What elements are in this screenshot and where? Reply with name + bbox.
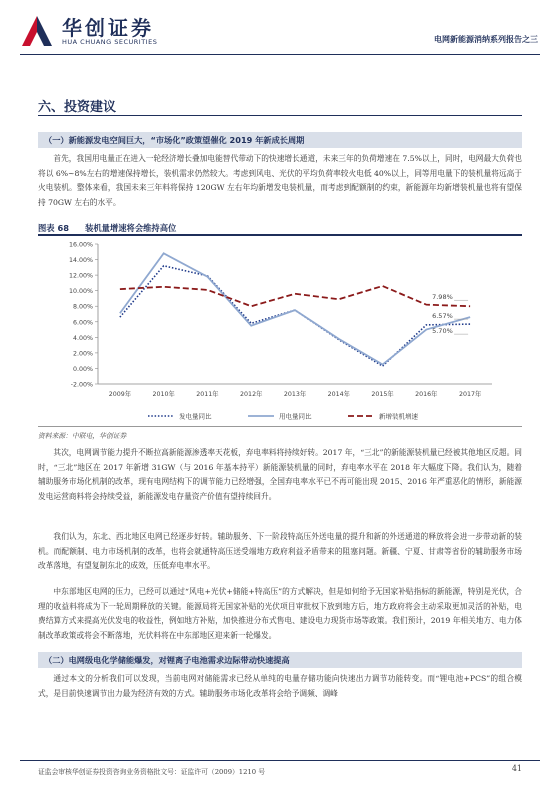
y-tick-label: 6.00% (72, 319, 93, 327)
series-title: 电网新能源消纳系列报告之三 (434, 35, 538, 44)
series-line-3 (120, 286, 470, 306)
legend-label: 发电量同比 (179, 412, 212, 421)
data-point (425, 329, 427, 331)
section-divider (38, 115, 522, 116)
data-label: 5.70% (432, 327, 453, 336)
paragraph-3: 我们认为，东北、西北地区电网已经逐步好转。辅助服务、下一阶段特高压外送电量的提升和新的外送通道的释放将会进一步带动新的装机。而配额制、电力市场机制的改革，也将会就通特高压送受端地方政府利益矛盾带来的阻塞问题。新疆、宁夏、甘肃等省份的辅助服务市场改革落地，有望复制东北的成效，压低弃电率水平。 (38, 532, 522, 570)
data-point (425, 324, 427, 326)
data-point (338, 338, 340, 340)
y-tick-label: -2.00% (70, 381, 93, 389)
figure-label: 图表 68 (38, 223, 70, 233)
y-tick-label: 4.00% (72, 334, 93, 342)
brand-name-cn: 华创证券 (62, 16, 154, 40)
x-tick-label: 2016年 (415, 391, 438, 398)
paragraph-2: 其次，电网调节能力提升不断拉高新能源渗透率天花板，弃电率料将持续好转。2017 年，“三北”的新能源装机量已经被其他地区反超。同时，“三北”地区在 2017 年新增 31GW（与 2016 年基本持平）新能源装机量的同时，弃电率水平在 2018 年大幅度下降。我们认为，随着辅助服务市场化机制的改革，现有电网结构下的调节能力已经增强，全国弃电率水平已不再可能出现 2015、2016 年严重恶化的情形，新能源发电运营商料将会持续受益，新能源发电存量资产价值有望持续回升。 (38, 448, 522, 501)
data-point (163, 265, 165, 267)
data-point (382, 285, 384, 287)
legend-label: 新增装机增速 (379, 412, 418, 421)
page-header (0, 0, 560, 62)
y-tick-label: 12.00% (68, 272, 93, 280)
y-tick-label: 14.00% (68, 257, 93, 265)
data-point (250, 325, 252, 327)
data-point (294, 293, 296, 295)
line-chart (38, 234, 522, 426)
data-point (382, 364, 384, 366)
series-line-1 (120, 266, 470, 366)
paragraph-4: 中东部地区电网的压力，已经可以通过“风电+光伏+储能+特高压”的方式解决，但是如何给予无国家补贴指标的新能源，特别是光伏，合理的收益料将成为下一轮周期释放的关键。能源局将无国家补贴的光伏项目审批权下放到地方后，地方政府将会主动采取更加灵活的补贴，电费结算方式来提高光伏发电的收益性，例如地方补贴，加快推进分布式售电、建设电力现货市场等政策。我们预计，2019 年相关地方、电力体制改革政策或将会不断落地，光伏料将在中东部地区迎来新一轮爆发。 (38, 587, 522, 640)
figure-caption: 装机量增速将会维持高位 (85, 223, 177, 233)
data-point (163, 252, 165, 254)
paragraph-1: 首先，我国用电量正在进入一轮经济增长叠加电能替代带动下的快速增长通道，未来三年的负荷增速在 7.5%以上，同时，电网最大负荷也将以 6%~8%左右的增速保持增长，装机需求仍然较大。考虑到风电、光伏的平均负荷率较火电低 40%以上，同等用电量下的装机量将远高于火电装机。整体来看，我国未来三年料将保持 120GW 左右年均新增发电装机量，而考虑到配额制的约束，新能源年均新增装机量也将有望保持 70GW 左右的水平。 (38, 154, 522, 207)
x-tick-label: 2010年 (152, 391, 175, 398)
x-tick-label: 2014年 (327, 391, 350, 398)
data-point (250, 305, 252, 307)
figure-source: 资料来源：中联电，华创证券 (38, 432, 127, 440)
data-point (294, 309, 296, 311)
x-tick-label: 2012年 (240, 391, 263, 398)
y-tick-label: 10.00% (68, 288, 93, 296)
y-tick-label: 8.00% (72, 303, 93, 311)
data-point (207, 289, 209, 291)
y-tick-label: 0.00% (72, 365, 93, 373)
subsection-heading-1: （一）新能源发电空间巨大，“市场化”政策望催化 2019 年新成长周期 (38, 132, 522, 148)
x-tick-label: 2009年 (108, 391, 132, 398)
paragraph-5: 通过本文的分析我们可以发现，当前电网对储能需求已经从单纯的电量存储功能向快速出力调节功能转变。而“锂电池+PCS”的组合模式，是目前快速调节出力最为经济有效的方式。辅助服务市场化改革将会给予调频、调峰 (38, 674, 522, 698)
y-tick-label: 2.00% (72, 350, 93, 358)
data-point (163, 286, 165, 288)
y-tick-label: 16.00% (68, 241, 93, 249)
x-tick-label: 2013年 (283, 391, 307, 398)
x-tick-label: 2011年 (196, 391, 219, 398)
data-point (469, 305, 471, 307)
data-point (425, 304, 427, 306)
data-point (119, 312, 121, 314)
brand-name-en: HUA CHUANG SECURITIES (62, 38, 158, 46)
footer-disclaimer: 证监会审核华创证券投资咨询业务资格批文号：证监许可（2009）1210 号 (38, 768, 266, 776)
data-label: 7.98% (432, 293, 453, 302)
figure-bottom-rule (38, 426, 522, 427)
page-number: 41 (511, 764, 522, 773)
data-point (119, 316, 121, 318)
data-point (207, 276, 209, 278)
brand-logo-icon (20, 14, 54, 48)
x-tick-label: 2015年 (371, 391, 394, 398)
footer-divider (20, 760, 540, 761)
section-title: 六、投资建议 (38, 100, 117, 115)
subsection-heading-2: （二）电网级电化学储能爆发，对锂离子电池需求边际带动快速提高 (38, 652, 522, 668)
x-tick-label: 2017年 (458, 391, 482, 398)
legend-label: 用电量同比 (279, 412, 312, 421)
chart-container (38, 234, 522, 426)
data-point (338, 298, 340, 300)
figure-title (38, 222, 176, 234)
data-point (469, 316, 471, 318)
data-label: 6.57% (432, 312, 453, 321)
header-divider (20, 54, 540, 55)
data-point (119, 288, 121, 290)
series-line-2 (120, 253, 470, 364)
data-point (469, 323, 471, 325)
